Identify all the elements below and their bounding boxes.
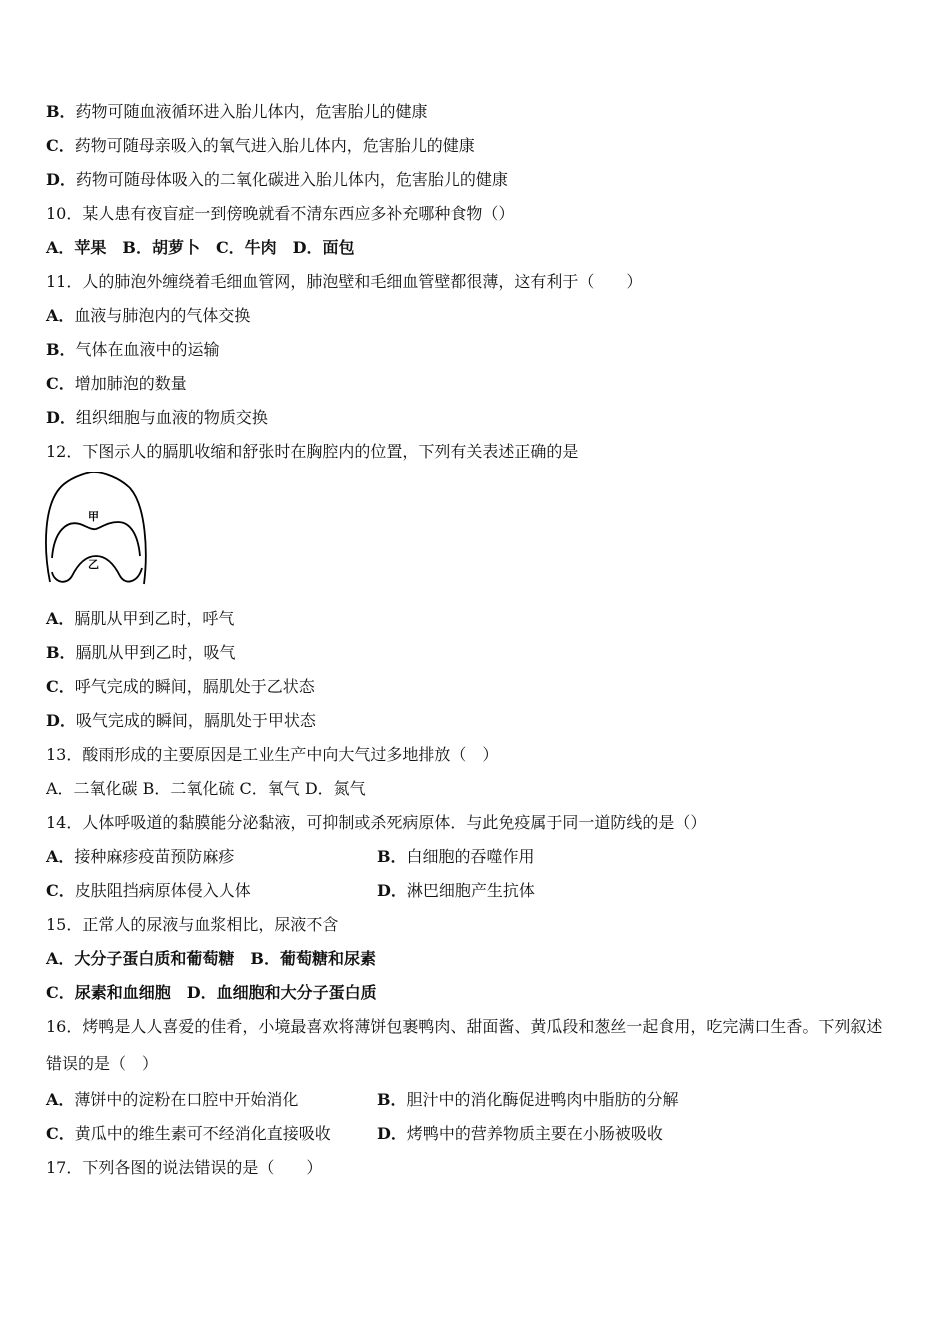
q12-stem: 12．下图示人的膈肌收缩和舒张时在胸腔内的位置，下列有关表述正确的是 xyxy=(46,442,579,461)
q10-stem: 10．某人患有夜盲症一到傍晚就看不清东西应多补充哪种食物（） xyxy=(46,204,515,223)
q13-stem: 13．酸雨形成的主要原因是工业生产中向大气过多地排放（ ） xyxy=(46,745,499,764)
q14-option-b: B．白细胞的吞噬作用 xyxy=(377,847,535,866)
label-yi: 乙 xyxy=(88,558,99,571)
q11-option-b: B．气体在血液中的运输 xyxy=(46,340,220,359)
q11-option-a: A．血液与肺泡内的气体交换 xyxy=(46,306,251,325)
q16-stem-line1: 16．烤鸭是人人喜爱的佳肴，小境最喜欢将薄饼包裹鸭肉、甜面酱、黄瓜段和葱丝一起食用，吃完满口生香。下列叙述 xyxy=(46,1017,883,1036)
q12-option-a: A．膈肌从甲到乙时，呼气 xyxy=(46,609,235,628)
q14-option-d: D．淋巴细胞产生抗体 xyxy=(377,881,535,900)
q12-option-c: C．呼气完成的瞬间，膈肌处于乙状态 xyxy=(46,677,315,696)
q16-option-a: A．薄饼中的淀粉在口腔中开始消化 xyxy=(46,1090,299,1109)
q14-stem: 14．人体呼吸道的黏膜能分泌黏液，可抑制或杀死病原体．与此免疫属于同一道防线的是（） xyxy=(46,813,707,832)
q11-option-d: D．组织细胞与血液的物质交换 xyxy=(46,408,268,427)
q9-option-b: B．药物可随血液循环进入胎儿体内，危害胎儿的健康 xyxy=(46,102,428,121)
label-jia: 甲 xyxy=(88,510,99,523)
q11-option-c: C．增加肺泡的数量 xyxy=(46,374,187,393)
q11-stem: 11．人的肺泡外缠绕着毛细血管网，肺泡壁和毛细血管壁都很薄，这有利于（ ） xyxy=(46,272,643,291)
q15-options-line2: C．尿素和血细胞 D．血细胞和大分子蛋白质 xyxy=(46,983,377,1002)
q15-stem: 15．正常人的尿液与血浆相比，尿液不含 xyxy=(46,915,339,934)
q14-option-a: A．接种麻疹疫苗预防麻疹 xyxy=(46,847,235,866)
q16-option-c: C．黄瓜中的维生素可不经消化直接吸收 xyxy=(46,1124,331,1143)
q10-options: A．苹果 B．胡萝卜 C．牛肉 D．面包 xyxy=(46,238,355,257)
q9-option-d: D．药物可随母体吸入的二氧化碳进入胎儿体内，危害胎儿的健康 xyxy=(46,170,508,189)
q12-option-d: D．吸气完成的瞬间，膈肌处于甲状态 xyxy=(46,711,316,730)
q16-option-d: D．烤鸭中的营养物质主要在小肠被吸收 xyxy=(377,1124,663,1143)
diaphragm-diagram xyxy=(44,472,148,588)
q16-stem-line2: 错误的是（ ） xyxy=(46,1054,159,1073)
q9-option-c: C．药物可随母亲吸入的氧气进入胎儿体内，危害胎儿的健康 xyxy=(46,136,475,155)
q14-option-c: C．皮肤阻挡病原体侵入人体 xyxy=(46,881,251,900)
q13-options: A．二氧化碳 B．二氧化硫 C．氧气 D．氮气 xyxy=(46,779,366,798)
q16-option-b: B．胆汁中的消化酶促进鸭肉中脂肪的分解 xyxy=(377,1090,679,1109)
q12-option-b: B．膈肌从甲到乙时，吸气 xyxy=(46,643,236,662)
diaphragm-curve-top xyxy=(52,522,140,558)
q17-stem: 17．下列各图的说法错误的是（ ） xyxy=(46,1158,323,1177)
q15-options-line1: A．大分子蛋白质和葡萄糖 B．葡萄糖和尿素 xyxy=(46,949,376,968)
